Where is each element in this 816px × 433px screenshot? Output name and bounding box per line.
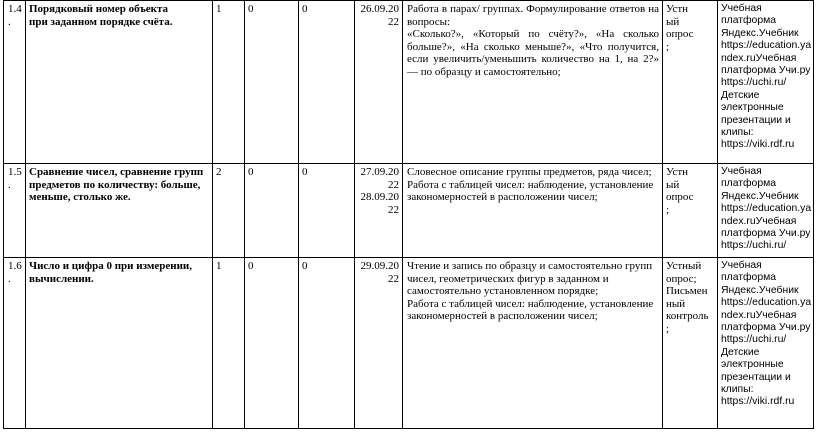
resources-cell: Учебная платформа Яндекс.Учебник https://education.ya ndex.ruУчебная платформа Учи.ру https://uchi.ru/ Детские электронные презентации и клипы: https://viki.rdf.ru <box>718 258 814 429</box>
hours-practice-cell: 0 <box>299 164 355 258</box>
table-row <box>4 1 814 164</box>
row-number-cell: 1.5 . <box>4 164 26 258</box>
date-cell: 29.09.20 22 <box>355 258 403 429</box>
activities-cell: Чтение и запись по образцу и самостоятельно групп чисел, геометрических фигур в заданном и самостоятельно установленном порядке; Работа с таблицей чисел: наблюдение, установление закономерностей в расположении чисел; <box>403 258 663 429</box>
hours-total-cell: 1 <box>213 258 245 429</box>
resources-cell: Учебная платформа Яндекс.Учебник https://education.ya ndex.ruУчебная платформа Учи.ру https://uchi.ru/ <box>718 164 814 258</box>
hours-total-cell: 1 <box>213 1 245 164</box>
control-form-cell: Устный опрос; Письмен ный контроль ; <box>663 258 718 429</box>
row-number-cell: 1.4 . <box>4 1 26 164</box>
hours-practice-cell: 0 <box>299 1 355 164</box>
control-form-cell: Устн ый опрос ; <box>663 164 718 258</box>
topic-cell: Сравнение чисел, сравнение групп предметов по количеству: больше, меньше, столько же. <box>26 164 213 258</box>
hours-control-cell: 0 <box>245 164 299 258</box>
hours-control-cell: 0 <box>245 1 299 164</box>
topic-cell: Порядковый номер объекта при заданном порядке счёта. <box>26 1 213 164</box>
date-cell: 26.09.20 22 <box>355 1 403 164</box>
hours-practice-cell: 0 <box>299 258 355 429</box>
hours-control-cell: 0 <box>245 258 299 429</box>
row-number-cell: 1.6 . <box>4 258 26 429</box>
date-cell: 27.09.20 22 28.09.20 22 <box>355 164 403 258</box>
table-row <box>4 258 814 429</box>
activities-cell: Словесное описание группы предметов, ряда чисел; Работа с таблицей чисел: наблюдение, установление закономерностей в расположении чисел; <box>403 164 663 258</box>
table-row <box>4 164 814 258</box>
control-form-cell: Устн ый опрос ; <box>663 1 718 164</box>
resources-cell: Учебная платформа Яндекс.Учебник https://education.ya ndex.ruУчебная платформа Учи.ру https://uchi.ru/ Детские электронные презентации и клипы: https://viki.rdf.ru <box>718 1 814 164</box>
hours-total-cell: 2 <box>213 164 245 258</box>
topic-cell: Число и цифра 0 при измерении, вычислении. <box>26 258 213 429</box>
activities-cell: Работа в парах/ группах. Формулирование ответов на вопросы: «Сколько?», «Который по счёту?», «На сколько больше?», «На сколько меньше?», «Что получится, если увеличить/уменьшить количество на 1, на 2?» — по образцу и самостоятельно; <box>403 1 663 164</box>
lesson-plan-table <box>3 0 814 429</box>
